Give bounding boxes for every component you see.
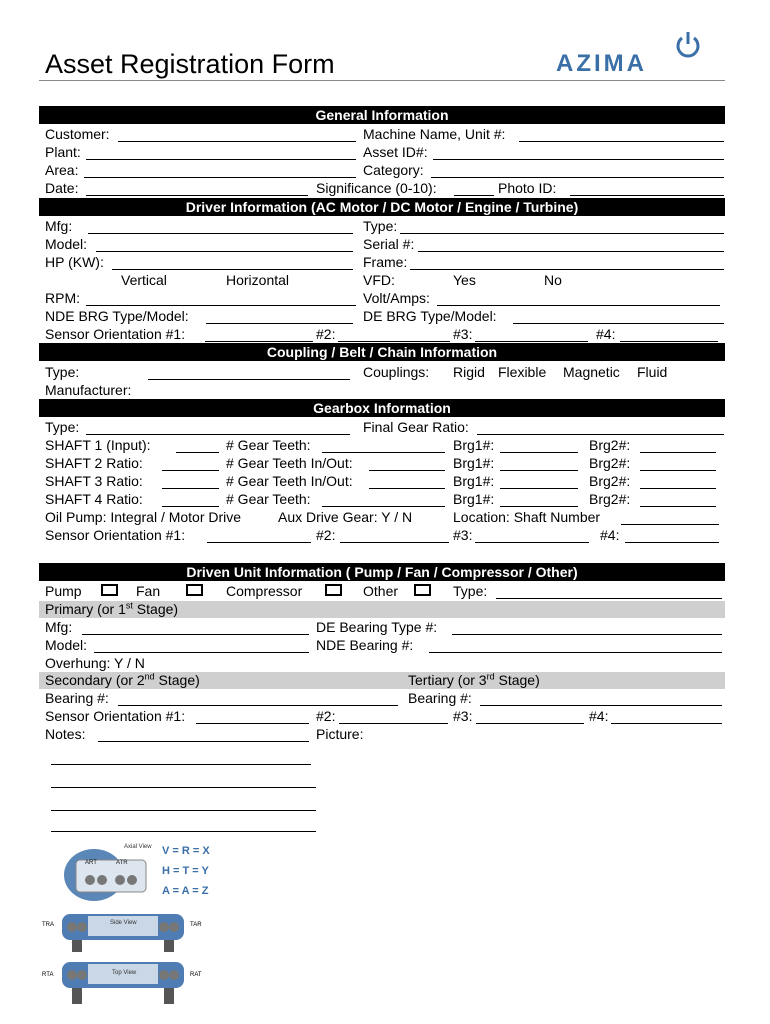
notes-field-4[interactable] [51, 810, 316, 811]
vfd-label: VFD: [363, 272, 395, 288]
axial-view-label: Axial View [124, 844, 152, 850]
shaft3-label: SHAFT 3 Ratio: [45, 473, 143, 489]
driver-sensor-2-label: #2: [316, 326, 336, 342]
shaft3-brg2-field[interactable] [640, 488, 716, 489]
top-view-label: Top View [112, 970, 137, 976]
gearbox-sensor-3-label: #3: [453, 527, 473, 543]
other-checkbox[interactable] [414, 584, 431, 596]
azima-logo [556, 30, 706, 78]
vertical-option[interactable]: Vertical [121, 272, 167, 288]
driven-mfg-field[interactable] [82, 634, 309, 635]
notes-label: Notes: [45, 726, 86, 742]
photo-id-field[interactable] [570, 195, 724, 196]
atr-label: ATR [116, 860, 128, 866]
customer-label: Customer: [45, 126, 110, 142]
tertiary-bearing-label: Bearing #: [408, 690, 472, 706]
rpm-field[interactable] [86, 305, 356, 306]
driver-mfg-label: Mfg: [45, 218, 73, 234]
shaft2-brg2-field[interactable] [640, 470, 716, 471]
machine-name-label: Machine Name, Unit #: [363, 126, 506, 142]
compressor-label: Compressor [226, 583, 303, 599]
general-heading: General Information [39, 106, 725, 124]
driver-sensor-3-label: #3: [453, 326, 473, 342]
secondary-bearing-field[interactable] [118, 705, 398, 706]
shaft2-field[interactable] [162, 470, 219, 471]
picture-label: Picture: [316, 726, 364, 742]
driver-type-label: Type: [363, 218, 398, 234]
driver-type-field[interactable] [400, 233, 724, 234]
shaft1-brg2-label: Brg2#: [589, 437, 631, 453]
driver-sensor-label: Sensor Orientation #1: [45, 326, 186, 342]
notes-field-5[interactable] [51, 831, 316, 832]
driver-sensor-2-field[interactable] [338, 341, 450, 342]
shaft2-brg1-label: Brg1#: [453, 455, 495, 471]
driver-sensor-4-field[interactable] [620, 341, 718, 342]
overhung-label: Overhung: Y / N [45, 655, 145, 671]
asset-id-label: Asset ID#: [363, 144, 428, 160]
tertiary-stage-label: Tertiary (or 3rd Stage) [408, 671, 540, 688]
fan-checkbox[interactable] [186, 584, 203, 596]
frame-field[interactable] [410, 269, 724, 270]
nde-bearing-field[interactable] [429, 652, 722, 653]
driver-model-field[interactable] [96, 251, 353, 252]
rpm-label: RPM: [45, 290, 80, 306]
title-rule [39, 80, 725, 81]
location-label: Location: Shaft Number [453, 509, 601, 525]
significance-field[interactable] [454, 195, 494, 196]
driven-model-label: Model: [45, 637, 88, 653]
shaft1-brg1-label: Brg1#: [453, 437, 495, 453]
oil-pump-label: Oil Pump: Integral / Motor Drive [45, 509, 242, 525]
logo-text: AZIMA [556, 50, 647, 77]
shaft4-label: SHAFT 4 Ratio: [45, 491, 143, 507]
gearbox-heading: Gearbox Information [39, 399, 725, 417]
gearbox-sensor-4-label: #4: [600, 527, 620, 543]
driver-heading: Driver Information (AC Motor / DC Motor / Engine / Turbine) [39, 198, 725, 216]
date-field[interactable] [86, 195, 308, 196]
shaft4-teeth-label: # Gear Teeth: [226, 491, 311, 507]
rat-label: RAT [190, 972, 202, 978]
other-label: Other [363, 583, 399, 599]
driven-type-label: Type: [453, 583, 488, 599]
driven-heading: Driven Unit Information ( Pump / Fan / Compressor / Other) [39, 563, 725, 581]
shaft4-brg2-label: Brg2#: [589, 491, 631, 507]
hp-label: HP (KW): [45, 254, 104, 270]
shaft3-brg1-label: Brg1#: [453, 473, 495, 489]
shaft1-field[interactable] [176, 452, 219, 453]
de-bearing-label: DE Bearing Type #: [316, 619, 438, 635]
shaft4-brg2-field[interactable] [640, 506, 716, 507]
frame-label: Frame: [363, 254, 408, 270]
shaft4-brg1-field[interactable] [500, 506, 578, 507]
vfd-yes-option[interactable]: Yes [453, 272, 476, 288]
shaft1-brg2-field[interactable] [640, 452, 716, 453]
couplings-label: Couplings: [363, 364, 430, 380]
equation-vrx: V = R = X [162, 845, 210, 857]
manufacturer-label: Manufacturer: [45, 382, 132, 398]
driven-type-field[interactable] [496, 598, 722, 599]
date-label: Date: [45, 180, 79, 196]
gearbox-sensor-2-label: #2: [316, 527, 336, 543]
de-bearing-field[interactable] [452, 634, 722, 635]
tertiary-bearing-field[interactable] [480, 705, 722, 706]
rta-label: RTA [42, 972, 54, 978]
coupling-magnetic-option[interactable]: Magnetic [563, 364, 620, 380]
nde-brg-field[interactable] [206, 323, 353, 324]
driven-sensor-3-field[interactable] [476, 723, 584, 724]
shaft3-brg2-label: Brg2#: [589, 473, 631, 489]
gearbox-sensor-3-field[interactable] [475, 542, 589, 543]
notes-field-3[interactable] [51, 787, 316, 788]
pump-label: Pump [45, 583, 82, 599]
category-field[interactable] [431, 177, 724, 178]
hp-field[interactable] [112, 269, 353, 270]
shaft4-brg1-label: Brg1#: [453, 491, 495, 507]
tar-label: TAR [190, 922, 202, 928]
equation-aaz: A = A = Z [162, 885, 209, 897]
driver-serial-field[interactable] [418, 251, 724, 252]
driven-sensor-4-field[interactable] [611, 723, 722, 724]
pump-checkbox[interactable] [101, 584, 118, 596]
customer-field[interactable] [118, 141, 356, 142]
coupling-flexible-option[interactable]: Flexible [498, 364, 547, 380]
plant-field[interactable] [86, 159, 356, 160]
driven-model-field[interactable] [94, 652, 309, 653]
coupling-fluid-option[interactable]: Fluid [637, 364, 668, 380]
driver-model-label: Model: [45, 236, 88, 252]
sensor-orientation-diagram [40, 840, 270, 1020]
shaft3-brg1-field[interactable] [500, 488, 578, 489]
side-view-icon [58, 912, 188, 954]
shaft4-field[interactable] [162, 506, 219, 507]
coupling-type-label: Type: [45, 364, 80, 380]
shaft3-teeth-field[interactable] [369, 488, 445, 489]
category-label: Category: [363, 162, 424, 178]
shaft2-teeth-label: # Gear Teeth In/Out: [226, 455, 353, 471]
shaft3-field[interactable] [162, 488, 219, 489]
gearbox-type-label: Type: [45, 419, 80, 435]
shaft2-brg1-field[interactable] [500, 470, 578, 471]
shaft1-label: SHAFT 1 (Input): [45, 437, 151, 453]
driven-sensor-1-field[interactable] [196, 723, 309, 724]
nde-bearing-label: NDE Bearing #: [316, 637, 414, 653]
shaft2-brg2-label: Brg2#: [589, 455, 631, 471]
driver-serial-label: Serial #: [363, 236, 415, 252]
coupling-rigid-option[interactable]: Rigid [453, 364, 485, 380]
area-field[interactable] [84, 177, 356, 178]
final-ratio-field[interactable] [477, 434, 724, 435]
gearbox-type-field[interactable] [86, 434, 350, 435]
shaft3-teeth-label: # Gear Teeth In/Out: [226, 473, 353, 489]
volt-amps-label: Volt/Amps: [363, 290, 430, 306]
area-label: Area: [45, 162, 79, 178]
driver-sensor-1-field[interactable] [205, 341, 313, 342]
gearbox-sensor-label: Sensor Orientation #1: [45, 527, 186, 543]
equation-hty: H = T = Y [162, 865, 209, 877]
axial-view-icon [54, 844, 154, 906]
driver-mfg-field[interactable] [88, 233, 353, 234]
driven-sensor-label: Sensor Orientation #1: [45, 708, 186, 724]
page-title: Asset Registration Form [45, 49, 335, 79]
side-view-label: Side View [110, 920, 137, 926]
horizontal-option[interactable]: Horizontal [226, 272, 290, 288]
shaft1-teeth-label: # Gear Teeth: [226, 437, 311, 453]
machine-name-field[interactable] [519, 141, 724, 142]
driver-sensor-3-field[interactable] [475, 341, 588, 342]
shaft2-teeth-field[interactable] [369, 470, 445, 471]
coupling-heading: Coupling / Belt / Chain Information [39, 343, 725, 361]
vfd-no-option[interactable]: No [544, 272, 562, 288]
tra-label: TRA [42, 922, 54, 928]
shaft2-label: SHAFT 2 Ratio: [45, 455, 143, 471]
gearbox-sensor-1-field[interactable] [207, 542, 311, 543]
driven-sensor-2-field[interactable] [339, 723, 448, 724]
notes-field-1[interactable] [98, 741, 309, 742]
location-field[interactable] [621, 524, 719, 525]
secondary-bearing-label: Bearing #: [45, 690, 109, 706]
driver-sensor-4-label: #4: [596, 326, 616, 342]
de-brg-field[interactable] [513, 323, 724, 324]
driven-sensor-4-label: #4: [589, 708, 609, 724]
volt-amps-field[interactable] [437, 305, 720, 306]
primary-stage-label: Primary (or 1st Stage) [45, 600, 179, 617]
fan-label: Fan [136, 583, 161, 599]
aux-drive-label: Aux Drive Gear: Y / N [278, 509, 413, 525]
shaft1-teeth-field[interactable] [322, 452, 445, 453]
driven-sensor-2-label: #2: [316, 708, 336, 724]
gearbox-sensor-2-field[interactable] [340, 542, 449, 543]
coupling-type-field[interactable] [148, 379, 350, 380]
driven-mfg-label: Mfg: [45, 619, 73, 635]
photo-id-label: Photo ID: [498, 180, 557, 196]
shaft1-brg1-field[interactable] [500, 452, 578, 453]
power-icon [674, 30, 702, 60]
final-ratio-label: Final Gear Ratio: [363, 419, 469, 435]
driven-sensor-3-label: #3: [453, 708, 473, 724]
notes-field-2[interactable] [51, 764, 311, 765]
de-brg-label: DE BRG Type/Model: [363, 308, 497, 324]
shaft4-teeth-field[interactable] [322, 506, 445, 507]
nde-brg-label: NDE BRG Type/Model: [45, 308, 189, 324]
asset-id-field[interactable] [433, 159, 724, 160]
art-label: ART [85, 860, 97, 866]
plant-label: Plant: [45, 144, 81, 160]
significance-label: Significance (0-10): [316, 180, 437, 196]
gearbox-sensor-4-field[interactable] [625, 542, 719, 543]
secondary-stage-label: Secondary (or 2nd Stage) [45, 671, 200, 688]
top-view-icon [58, 960, 188, 1006]
compressor-checkbox[interactable] [325, 584, 342, 596]
